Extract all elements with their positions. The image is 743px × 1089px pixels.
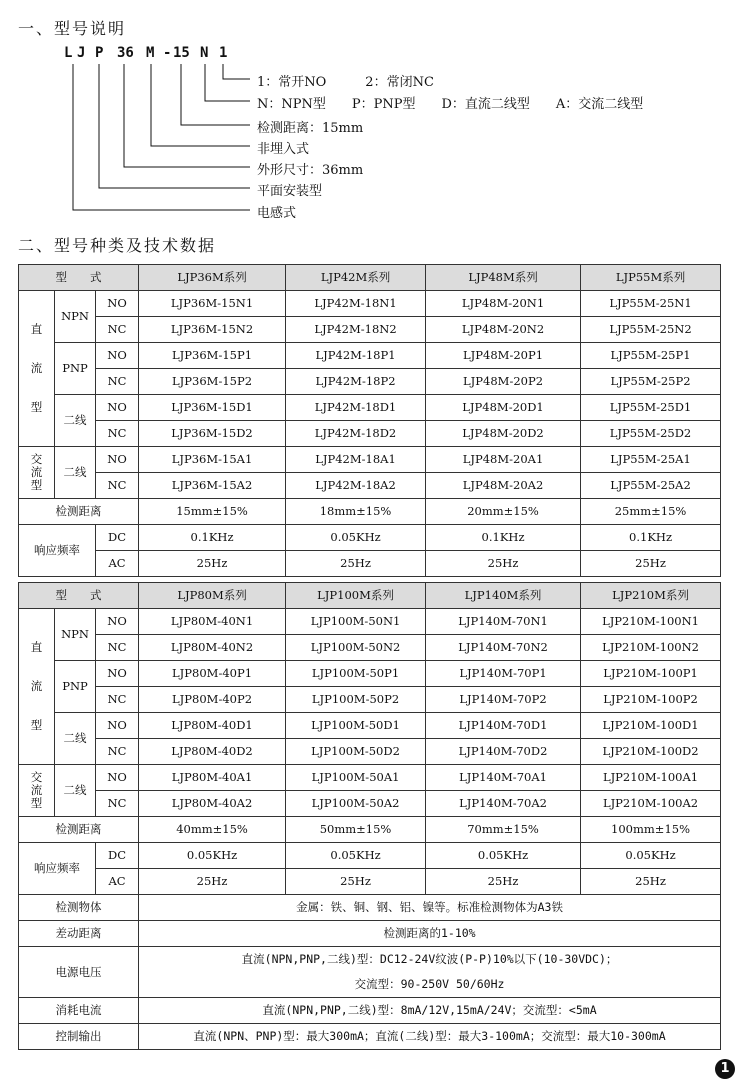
table-row: [19, 369, 721, 395]
model-cell: LJP140M-70D1: [426, 713, 581, 739]
no-label: NO: [96, 765, 139, 791]
model-cell: LJP100M-50A2: [286, 791, 426, 817]
model-cell: LJP42M-18A1: [286, 447, 426, 473]
two-wire-label: 二线: [55, 447, 96, 499]
model-cell: LJP48M-20N1: [426, 291, 581, 317]
distance-cell: 18mm±15%: [286, 499, 426, 525]
model-cell: LJP210M-100P1: [581, 661, 721, 687]
model-cell: LJP55M-25P1: [581, 343, 721, 369]
model-cell: LJP42M-18D2: [286, 421, 426, 447]
freq-cell: 25Hz: [286, 869, 426, 895]
freq-cell: 25Hz: [581, 869, 721, 895]
model-cell: LJP48M-20A1: [426, 447, 581, 473]
model-cell: LJP140M-70A2: [426, 791, 581, 817]
model-cell: LJP140M-70A1: [426, 765, 581, 791]
freq-cell: 0.1KHz: [139, 525, 286, 551]
model-cell: LJP42M-18N2: [286, 317, 426, 343]
spec-row-consumption: [19, 998, 721, 1024]
freq-label: 响应频率: [19, 525, 96, 577]
nc-label: NC: [96, 369, 139, 395]
freq-row: [19, 869, 721, 895]
page-number-badge: 1: [715, 1059, 735, 1079]
code-char-dash: -: [163, 45, 172, 61]
no-label: NO: [96, 343, 139, 369]
nc-label: NC: [96, 791, 139, 817]
series-header: LJP140M系列: [426, 583, 581, 609]
ac-type-label: 交 流 型: [19, 765, 55, 817]
model-cell: LJP55M-25D1: [581, 395, 721, 421]
model-cell: LJP80M-40A2: [139, 791, 286, 817]
nc-label: NC: [96, 687, 139, 713]
table-row: [19, 635, 721, 661]
freq-cell: 25Hz: [139, 869, 286, 895]
model-cell: LJP80M-40D2: [139, 739, 286, 765]
freq-cell: 0.05KHz: [426, 843, 581, 869]
model-cell: LJP100M-50D1: [286, 713, 426, 739]
model-cell: LJP36M-15D1: [139, 395, 286, 421]
no-label: NO: [96, 713, 139, 739]
output-value: 直流(NPN、PNP)型：最大300mA；直流(二线)型：最大3-100mA；交流型：最大10-300mA: [139, 1024, 721, 1050]
nc-label: NC: [96, 421, 139, 447]
table-row: [19, 291, 721, 317]
spec-row-power: [19, 947, 721, 973]
table-row: [19, 473, 721, 499]
model-cell: LJP42M-18N1: [286, 291, 426, 317]
model-cell: LJP100M-50P1: [286, 661, 426, 687]
model-cell: LJP80M-40A1: [139, 765, 286, 791]
annotation-contact: 1：常开NO 2：常闭NC: [257, 75, 434, 90]
code-char-m: M: [146, 45, 155, 61]
no-label: NO: [96, 291, 139, 317]
model-cell: LJP55M-25N2: [581, 317, 721, 343]
freq-cell: 0.05KHz: [139, 843, 286, 869]
spec-table-1: [18, 264, 721, 577]
model-cell: LJP55M-25N1: [581, 291, 721, 317]
model-cell: LJP80M-40N1: [139, 609, 286, 635]
series-header: LJP100M系列: [286, 583, 426, 609]
object-value: 金属：铁、铜、钢、铝、镍等。标准检测物体为A3铁: [139, 895, 721, 921]
distance-cell: 40mm±15%: [139, 817, 286, 843]
two-wire-label: 二线: [55, 395, 96, 447]
model-cell: LJP100M-50A1: [286, 765, 426, 791]
table-row: [19, 395, 721, 421]
hysteresis-value: 检测距离的1-10%: [139, 921, 721, 947]
freq-cell: 25Hz: [139, 551, 286, 577]
table-row: [19, 609, 721, 635]
model-cell: LJP80M-40P1: [139, 661, 286, 687]
model-cell: LJP48M-20A2: [426, 473, 581, 499]
freq-row: [19, 551, 721, 577]
table-row: [19, 791, 721, 817]
section-2-title: 二、型号种类及技术数据: [18, 236, 217, 255]
freq-row: [19, 525, 721, 551]
series-header: LJP80M系列: [139, 583, 286, 609]
spec-table-2: [18, 582, 721, 1050]
distance-cell: 50mm±15%: [286, 817, 426, 843]
table-row: [19, 713, 721, 739]
nc-label: NC: [96, 739, 139, 765]
table-row: [19, 739, 721, 765]
distance-cell: 15mm±15%: [139, 499, 286, 525]
model-cell: LJP36M-15P1: [139, 343, 286, 369]
annotation-non-embedded: 非埋入式: [257, 142, 310, 157]
model-cell: LJP210M-100A1: [581, 765, 721, 791]
output-label: 控制输出: [19, 1024, 139, 1050]
dc-type-label: 直 流 型: [19, 609, 55, 765]
model-cell: LJP48M-20P2: [426, 369, 581, 395]
npn-label: NPN: [55, 609, 96, 661]
dc-type-label: 直 流 型: [19, 291, 55, 447]
ac-label: AC: [96, 551, 139, 577]
freq-cell: 25Hz: [581, 551, 721, 577]
series-header: LJP55M系列: [581, 265, 721, 291]
freq-cell: 0.05KHz: [581, 843, 721, 869]
code-char-output: N: [200, 45, 209, 61]
freq-row: [19, 843, 721, 869]
model-cell: LJP140M-70P2: [426, 687, 581, 713]
model-cell: LJP100M-50D2: [286, 739, 426, 765]
model-cell: LJP42M-18P2: [286, 369, 426, 395]
freq-cell: 25Hz: [426, 869, 581, 895]
npn-label: NPN: [55, 291, 96, 343]
series-header: LJP48M系列: [426, 265, 581, 291]
model-cell: LJP210M-100N2: [581, 635, 721, 661]
model-cell: LJP210M-100N1: [581, 609, 721, 635]
model-cell: LJP80M-40D1: [139, 713, 286, 739]
series-header: LJP42M系列: [286, 265, 426, 291]
model-cell: LJP100M-50N1: [286, 609, 426, 635]
annotation-mounting: 平面安装型: [257, 184, 323, 199]
freq-cell: 0.05KHz: [286, 525, 426, 551]
model-cell: LJP80M-40P2: [139, 687, 286, 713]
code-char-l: L: [64, 45, 73, 61]
model-cell: LJP55M-25P2: [581, 369, 721, 395]
no-label: NO: [96, 609, 139, 635]
table-row: [19, 317, 721, 343]
type-header: 型 式: [19, 583, 139, 609]
type-header: 型 式: [19, 265, 139, 291]
consumption-label: 消耗电流: [19, 998, 139, 1024]
annotation-inductive: 电感式: [257, 206, 297, 221]
model-cell: LJP80M-40N2: [139, 635, 286, 661]
model-cell: LJP55M-25A1: [581, 447, 721, 473]
distance-row: [19, 499, 721, 525]
annotation-size: 外形尺寸：36mm: [257, 163, 364, 178]
power-value-ac: 交流型：90-250V 50/60Hz: [139, 972, 721, 998]
distance-cell: 20mm±15%: [426, 499, 581, 525]
model-code-connector-lines: [0, 0, 743, 230]
pnp-label: PNP: [55, 661, 96, 713]
model-cell: LJP210M-100D2: [581, 739, 721, 765]
hysteresis-label: 差动距离: [19, 921, 139, 947]
freq-cell: 0.05KHz: [286, 843, 426, 869]
power-value-dc: 直流(NPN,PNP,二线)型：DC12-24V纹波(P-P)10%以下(10-30VDC)；: [139, 947, 721, 973]
distance-cell: 25mm±15%: [581, 499, 721, 525]
object-label: 检测物体: [19, 895, 139, 921]
model-cell: LJP48M-20D1: [426, 395, 581, 421]
model-cell: LJP210M-100P2: [581, 687, 721, 713]
model-cell: LJP100M-50N2: [286, 635, 426, 661]
code-char-contact: 1: [219, 45, 228, 61]
model-cell: LJP42M-18D1: [286, 395, 426, 421]
model-cell: LJP55M-25A2: [581, 473, 721, 499]
model-cell: LJP210M-100A2: [581, 791, 721, 817]
freq-cell: 0.1KHz: [426, 525, 581, 551]
model-cell: LJP55M-25D2: [581, 421, 721, 447]
model-cell: LJP48M-20D2: [426, 421, 581, 447]
table-header-row: [19, 583, 721, 609]
nc-label: NC: [96, 317, 139, 343]
spec-row-output: [19, 1024, 721, 1050]
model-cell: LJP140M-70D2: [426, 739, 581, 765]
code-char-j: J: [77, 45, 86, 61]
consumption-value: 直流(NPN,PNP,二线)型：8mA/12V,15mA/24V；交流型：<5mA: [139, 998, 721, 1024]
model-cell: LJP140M-70N2: [426, 635, 581, 661]
nc-label: NC: [96, 635, 139, 661]
two-wire-label: 二线: [55, 765, 96, 817]
table-row: [19, 661, 721, 687]
model-cell: LJP36M-15N1: [139, 291, 286, 317]
ac-type-label: 交 流 型: [19, 447, 55, 499]
annotation-output-type: N：NPN型 P：PNP型 D：直流二线型 A：交流二线型: [257, 97, 644, 112]
table-row: [19, 343, 721, 369]
distance-label: 检测距离: [19, 817, 139, 843]
two-wire-label: 二线: [55, 713, 96, 765]
table-row: [19, 447, 721, 473]
freq-cell: 0.1KHz: [581, 525, 721, 551]
table-row: [19, 421, 721, 447]
distance-label: 检测距离: [19, 499, 139, 525]
dc-label: DC: [96, 525, 139, 551]
freq-cell: 25Hz: [286, 551, 426, 577]
model-cell: LJP48M-20P1: [426, 343, 581, 369]
model-cell: LJP100M-50P2: [286, 687, 426, 713]
table-row: [19, 687, 721, 713]
pnp-label: PNP: [55, 343, 96, 395]
code-char-distance: 15: [173, 45, 190, 61]
table-header-row: [19, 265, 721, 291]
model-cell: LJP42M-18P1: [286, 343, 426, 369]
distance-row: [19, 817, 721, 843]
model-cell: LJP140M-70N1: [426, 609, 581, 635]
ac-label: AC: [96, 869, 139, 895]
model-cell: LJP36M-15A2: [139, 473, 286, 499]
power-label: 电源电压: [19, 947, 139, 998]
model-cell: LJP48M-20N2: [426, 317, 581, 343]
model-cell: LJP210M-100D1: [581, 713, 721, 739]
spec-row-object: [19, 895, 721, 921]
model-cell: LJP36M-15A1: [139, 447, 286, 473]
no-label: NO: [96, 395, 139, 421]
series-header: LJP210M系列: [581, 583, 721, 609]
series-header: LJP36M系列: [139, 265, 286, 291]
model-cell: LJP36M-15N2: [139, 317, 286, 343]
spec-row-hysteresis: [19, 921, 721, 947]
table-row: [19, 765, 721, 791]
no-label: NO: [96, 661, 139, 687]
distance-cell: 70mm±15%: [426, 817, 581, 843]
no-label: NO: [96, 447, 139, 473]
model-cell: LJP36M-15D2: [139, 421, 286, 447]
model-cell: LJP140M-70P1: [426, 661, 581, 687]
section-1-title: 一、型号说明: [18, 19, 127, 38]
model-cell: LJP42M-18A2: [286, 473, 426, 499]
annotation-distance: 检测距离：15mm: [257, 121, 364, 136]
dc-label: DC: [96, 843, 139, 869]
freq-cell: 25Hz: [426, 551, 581, 577]
distance-cell: 100mm±15%: [581, 817, 721, 843]
nc-label: NC: [96, 473, 139, 499]
model-cell: LJP36M-15P2: [139, 369, 286, 395]
freq-label: 响应频率: [19, 843, 96, 895]
code-char-p: P: [95, 45, 104, 61]
code-char-size: 36: [117, 45, 134, 61]
